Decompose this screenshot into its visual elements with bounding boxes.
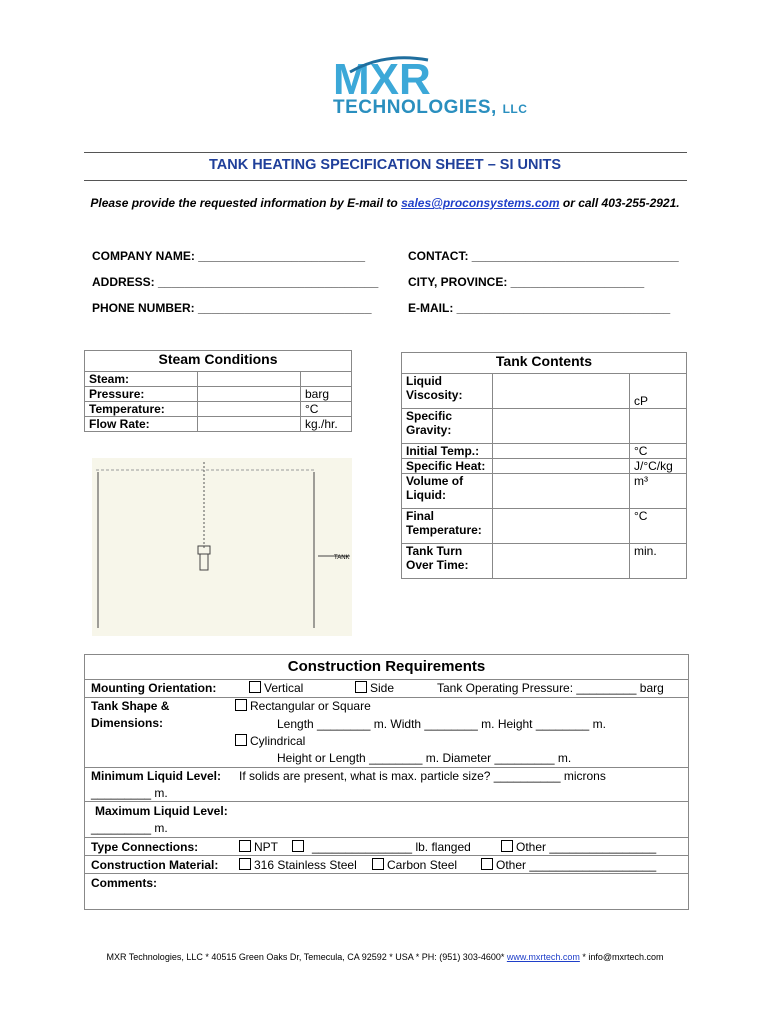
contact-field[interactable]: CONTACT: _______________________________ xyxy=(408,249,679,263)
rectangular-checkbox[interactable] xyxy=(235,699,247,711)
steam-conditions-table xyxy=(84,350,352,432)
max-level-value[interactable]: _________ m. xyxy=(91,821,168,835)
final-temp-unit: °C xyxy=(630,509,687,544)
shape-label: Tank Shape & xyxy=(91,699,170,713)
specific-heat-value[interactable] xyxy=(493,459,630,474)
page-title: TANK HEATING SPECIFICATION SHEET – SI UNITS xyxy=(208,157,562,173)
construction-title: Construction Requirements xyxy=(287,658,486,675)
specific-gravity-unit xyxy=(630,409,687,444)
city-field[interactable]: CITY, PROVINCE: ____________________ xyxy=(408,275,645,289)
viscosity-value[interactable] xyxy=(493,374,630,409)
specific-heat-unit: J/°C/kg xyxy=(630,459,687,474)
vertical-option[interactable]: Vertical xyxy=(249,681,303,695)
construction-requirements xyxy=(84,654,689,910)
specific-heat-label: Specific Heat: xyxy=(402,459,493,474)
ss316-checkbox[interactable] xyxy=(239,858,251,870)
cylindrical-checkbox[interactable] xyxy=(235,734,247,746)
steam-value[interactable] xyxy=(198,372,301,387)
temperature-unit: °C xyxy=(301,402,352,417)
pressure-unit: barg xyxy=(301,387,352,402)
turnover-label: Tank Turn Over Time: xyxy=(402,544,493,579)
tank-diagram-drawing xyxy=(92,458,352,636)
viscosity-label: Liquid Viscosity: xyxy=(402,374,493,409)
npt-option[interactable]: NPT xyxy=(239,840,278,854)
shape-label-2: Dimensions: xyxy=(91,716,164,730)
solids-field[interactable]: If solids are present, what is max. particle size? __________ microns xyxy=(239,769,606,783)
min-level-label: Minimum Liquid Level: xyxy=(91,769,222,783)
pressure-label: Pressure: xyxy=(85,387,198,402)
rectangular-option[interactable]: Rectangular or Square xyxy=(235,699,371,713)
final-temp-value[interactable] xyxy=(493,509,630,544)
tank-pressure-field[interactable]: Tank Operating Pressure: _________ barg xyxy=(437,681,664,695)
ss316-option[interactable]: 316 Stainless Steel xyxy=(239,858,357,872)
volume-value[interactable] xyxy=(493,474,630,509)
flanged-field[interactable]: _______________ lb. flanged xyxy=(312,840,471,854)
other-connection-checkbox[interactable] xyxy=(501,840,513,852)
phone-field[interactable]: PHONE NUMBER: __________________________ xyxy=(92,301,372,315)
other-material-option[interactable]: Other ___________________ xyxy=(481,858,656,872)
npt-checkbox[interactable] xyxy=(239,840,251,852)
turnover-value[interactable] xyxy=(493,544,630,579)
viscosity-unit: cP xyxy=(630,374,687,409)
volume-label: Volume of Liquid: xyxy=(402,474,493,509)
flow-rate-unit: kg./hr. xyxy=(301,417,352,432)
specific-gravity-label: Specific Gravity: xyxy=(402,409,493,444)
email-field[interactable]: E-MAIL: ________________________________ xyxy=(408,301,671,315)
mounting-label: Mounting Orientation: xyxy=(91,681,217,695)
cylindrical-dimensions[interactable]: Height or Length ________ m. Diameter _________ m. xyxy=(277,751,572,765)
tank-contents-table xyxy=(401,352,687,579)
logo-main-text: MXR xyxy=(333,55,431,104)
carbon-steel-option[interactable]: Carbon Steel xyxy=(372,858,457,872)
rectangular-dimensions[interactable]: Length ________ m. Width ________ m. Height ________ m. xyxy=(277,717,606,731)
temperature-label: Temperature: xyxy=(85,402,198,417)
company-name-field[interactable]: COMPANY NAME: _________________________ xyxy=(92,249,366,263)
flanged-checkbox[interactable] xyxy=(292,840,304,852)
material-label: Construction Material: xyxy=(91,858,219,872)
initial-temp-unit: °C xyxy=(630,444,687,459)
steam-label: Steam: xyxy=(85,372,198,387)
address-field[interactable]: ADDRESS: _________________________________ xyxy=(92,275,379,289)
comments-label: Comments: xyxy=(91,876,158,890)
side-checkbox[interactable] xyxy=(355,681,367,693)
tank-contents-title: Tank Contents xyxy=(402,353,687,374)
side-option[interactable]: Side xyxy=(355,681,394,695)
turnover-unit: min. xyxy=(630,544,687,579)
other-connection-option[interactable]: Other ________________ xyxy=(501,840,656,854)
vertical-checkbox[interactable] xyxy=(249,681,261,693)
header-rule xyxy=(84,152,687,153)
min-level-value[interactable]: _________ m. xyxy=(91,786,168,800)
tank-diagram xyxy=(92,458,352,636)
flow-rate-label: Flow Rate: xyxy=(85,417,198,432)
header-rule-bottom xyxy=(84,180,687,181)
specific-gravity-value[interactable] xyxy=(493,409,630,444)
temperature-value[interactable] xyxy=(198,402,301,417)
cylindrical-option[interactable]: Cylindrical xyxy=(235,734,305,748)
initial-temp-label: Initial Temp.: xyxy=(402,444,493,459)
max-level-label: Maximum Liquid Level: xyxy=(95,804,228,818)
pressure-value[interactable] xyxy=(198,387,301,402)
initial-temp-value[interactable] xyxy=(493,444,630,459)
volume-unit: m³ xyxy=(630,474,687,509)
logo-subtitle: TECHNOLOGIES, LLC xyxy=(333,97,528,118)
email-link[interactable]: sales@proconsystems.com xyxy=(401,196,560,210)
steam-conditions-title: Steam Conditions xyxy=(85,351,352,372)
intro-text: Please provide the requested information by E-mail to sales@proconsystems.com or call 403-255-2921. xyxy=(90,196,680,210)
footer: MXR Technologies, LLC * 40515 Green Oaks Dr, Temecula, CA 92592 * USA * PH: (951) 303-4600* www.mxrtech.com * info@mxrtech.com xyxy=(106,952,664,962)
flow-rate-value[interactable] xyxy=(198,417,301,432)
other-material-checkbox[interactable] xyxy=(481,858,493,870)
carbon-steel-checkbox[interactable] xyxy=(372,858,384,870)
steam-unit xyxy=(301,372,352,387)
website-link[interactable]: www.mxrtech.com xyxy=(506,952,580,962)
tank-label: TANK xyxy=(334,555,350,561)
flanged-option[interactable] xyxy=(292,840,307,854)
type-connections-label: Type Connections: xyxy=(91,840,199,854)
final-temp-label: Final Temperature: xyxy=(402,509,493,544)
